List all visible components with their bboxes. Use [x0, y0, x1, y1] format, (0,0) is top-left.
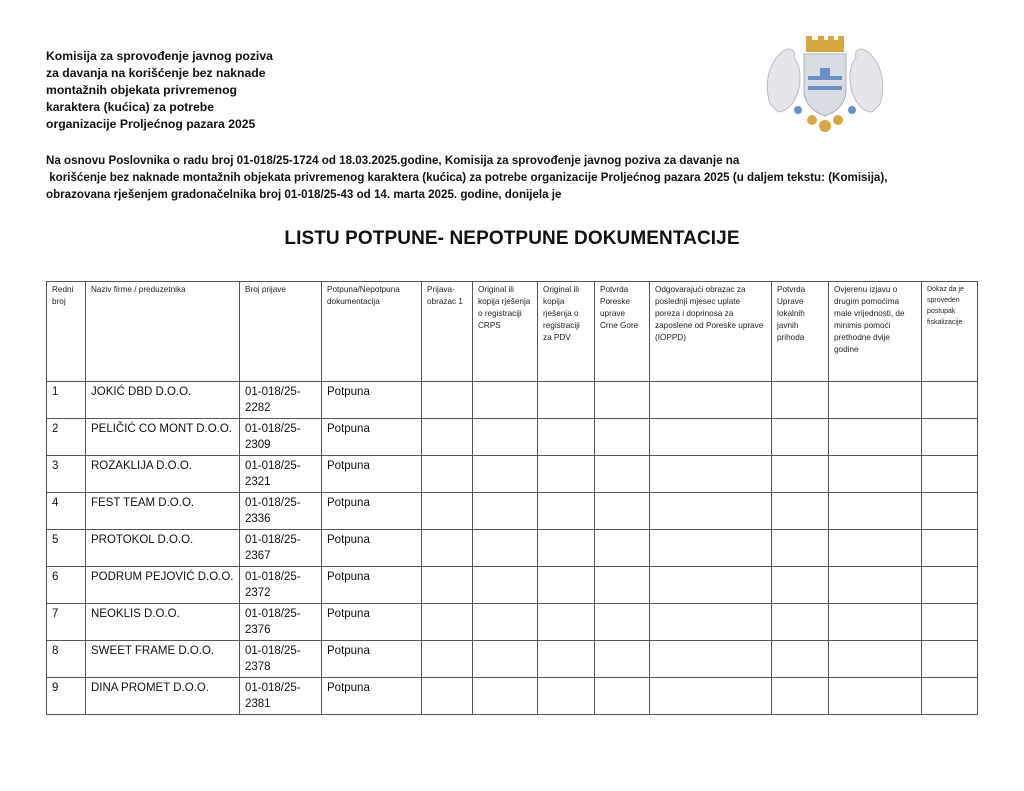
cell-app: 01-018/25-2309 — [240, 419, 322, 456]
cell-empty — [422, 493, 473, 530]
cell-app: 01-018/25-2378 — [240, 641, 322, 678]
cell-empty — [422, 382, 473, 419]
cell-empty — [422, 678, 473, 715]
cell-empty — [772, 382, 829, 419]
intro-paragraph — [46, 152, 1006, 203]
cell-empty — [473, 382, 538, 419]
cell-app: 01-018/25-2376 — [240, 604, 322, 641]
cell-no: 7 — [47, 604, 86, 641]
cell-empty — [829, 641, 922, 678]
cell-status: Potpuna — [322, 567, 422, 604]
cell-empty — [829, 678, 922, 715]
cell-status: Potpuna — [322, 530, 422, 567]
cell-name: NEOKLIS D.O.O. — [86, 604, 240, 641]
cell-empty — [538, 419, 595, 456]
cell-no: 2 — [47, 419, 86, 456]
cell-app: 01-018/25-2321 — [240, 456, 322, 493]
cell-empty — [922, 382, 978, 419]
cell-no: 5 — [47, 530, 86, 567]
col-header-crps: Original ili kopija rješenja o registraciji CRPS — [473, 282, 538, 382]
cell-empty — [422, 604, 473, 641]
cell-empty — [650, 382, 772, 419]
cell-empty — [772, 493, 829, 530]
org-line: montažnih objekata privremenog — [46, 83, 237, 97]
cell-empty — [650, 530, 772, 567]
documentation-table — [46, 281, 978, 715]
col-header-fiskalizacija: Dokaz da je sproveden postupak fiskalizacije — [922, 282, 978, 382]
cell-status: Potpuna — [322, 641, 422, 678]
cell-empty — [650, 678, 772, 715]
coat-of-arms-icon — [760, 34, 890, 134]
intro-line: korišćenje bez naknade montažnih objekata privremenog karaktera (kućica) za potrebe organizacije Proljećnog pazara 2025 (u daljem tekstu: (Komisija), — [46, 171, 888, 184]
cell-status: Potpuna — [322, 678, 422, 715]
col-header-ioppd: Odgovarajući obrazac za poslednji mjesec uplate poreza i doprinosa za zaposlene od Poreske uprave (IOPPD) — [650, 282, 772, 382]
cell-empty — [422, 530, 473, 567]
cell-app: 01-018/25-2336 — [240, 493, 322, 530]
intro-line: Na osnovu Poslovnika o radu broj 01-018/25-1724 od 18.03.2025.godine, Komisija za sprovođenje javnog poziva za davanje na — [46, 154, 740, 167]
cell-app: 01-018/25-2381 — [240, 678, 322, 715]
cell-empty — [829, 567, 922, 604]
cell-no: 4 — [47, 493, 86, 530]
col-header-potpuna-nepotpuna: Potpuna/Nepotpuna dokumentacija — [322, 282, 422, 382]
table-row — [47, 604, 978, 641]
cell-empty — [922, 678, 978, 715]
cell-empty — [422, 641, 473, 678]
org-line: karaktera (kućica) za potrebe — [46, 100, 214, 114]
col-header-prijava-obrazac: Prijava-obrazac 1 — [422, 282, 473, 382]
cell-empty — [650, 641, 772, 678]
cell-empty — [595, 382, 650, 419]
org-line: Komisija za sprovođenje javnog poziva — [46, 49, 273, 63]
cell-status: Potpuna — [322, 419, 422, 456]
cell-empty — [922, 493, 978, 530]
table-row — [47, 530, 978, 567]
cell-empty — [595, 456, 650, 493]
col-header-redni-broj: Redni broj — [47, 282, 86, 382]
organization-header — [46, 48, 366, 133]
table-row — [47, 456, 978, 493]
cell-empty — [650, 493, 772, 530]
table-row — [47, 678, 978, 715]
cell-app: 01-018/25-2282 — [240, 382, 322, 419]
cell-empty — [829, 456, 922, 493]
table-row — [47, 419, 978, 456]
table-row — [47, 382, 978, 419]
table-row — [47, 493, 978, 530]
cell-empty — [650, 604, 772, 641]
cell-empty — [595, 604, 650, 641]
cell-no: 1 — [47, 382, 86, 419]
cell-empty — [473, 567, 538, 604]
col-header-broj-prijave: Broj prijave — [240, 282, 322, 382]
cell-empty — [595, 567, 650, 604]
cell-empty — [538, 530, 595, 567]
cell-name: FEST TEAM D.O.O. — [86, 493, 240, 530]
cell-empty — [772, 419, 829, 456]
cell-empty — [595, 493, 650, 530]
cell-empty — [829, 604, 922, 641]
col-header-de-minimis: Ovjerenu izjavu o drugim pomoćima male vrijednosti, de minimis pomoći prethodne dvije godine — [829, 282, 922, 382]
cell-name: PELIČIĆ CO MONT D.O.O. — [86, 419, 240, 456]
cell-name: PROTOKOL D.O.O. — [86, 530, 240, 567]
cell-empty — [473, 678, 538, 715]
cell-empty — [829, 382, 922, 419]
cell-empty — [538, 641, 595, 678]
col-header-lokalni-prihodi: Potvrda Uprave lokalnih javnih prihoda — [772, 282, 829, 382]
intro-line: obrazovana rješenjem gradonačelnika broj 01-018/25-43 od 14. marta 2025. godine, donijela je — [46, 188, 562, 201]
cell-no: 6 — [47, 567, 86, 604]
cell-empty — [772, 567, 829, 604]
cell-empty — [538, 567, 595, 604]
cell-empty — [772, 678, 829, 715]
cell-empty — [772, 456, 829, 493]
cell-app: 01-018/25-2372 — [240, 567, 322, 604]
cell-no: 3 — [47, 456, 86, 493]
cell-name: ROZAKLIJA D.O.O. — [86, 456, 240, 493]
cell-empty — [922, 567, 978, 604]
cell-empty — [772, 641, 829, 678]
cell-empty — [650, 456, 772, 493]
cell-status: Potpuna — [322, 604, 422, 641]
table-header-row — [47, 282, 978, 382]
cell-no: 9 — [47, 678, 86, 715]
cell-no: 8 — [47, 641, 86, 678]
table-row — [47, 567, 978, 604]
cell-name: PODRUM PEJOVIĆ D.O.O. — [86, 567, 240, 604]
cell-empty — [538, 678, 595, 715]
cell-empty — [538, 604, 595, 641]
cell-name: SWEET FRAME D.O.O. — [86, 641, 240, 678]
cell-empty — [650, 419, 772, 456]
cell-empty — [829, 530, 922, 567]
org-line: za davanja na korišćenje bez naknade — [46, 66, 266, 80]
document-title: LISTU POTPUNE- NEPOTPUNE DOKUMENTACIJE — [284, 228, 740, 249]
cell-empty — [538, 493, 595, 530]
cell-empty — [650, 567, 772, 604]
cell-empty — [829, 493, 922, 530]
cell-empty — [595, 419, 650, 456]
cell-empty — [422, 419, 473, 456]
cell-empty — [473, 530, 538, 567]
cell-empty — [772, 604, 829, 641]
cell-status: Potpuna — [322, 456, 422, 493]
cell-empty — [829, 419, 922, 456]
cell-empty — [922, 456, 978, 493]
cell-empty — [473, 456, 538, 493]
cell-empty — [538, 456, 595, 493]
cell-empty — [538, 382, 595, 419]
cell-empty — [422, 456, 473, 493]
cell-empty — [473, 604, 538, 641]
cell-status: Potpuna — [322, 382, 422, 419]
cell-empty — [595, 530, 650, 567]
cell-empty — [922, 530, 978, 567]
cell-name: JOKIĆ DBD D.O.O. — [86, 382, 240, 419]
cell-empty — [422, 567, 473, 604]
cell-app: 01-018/25-2367 — [240, 530, 322, 567]
cell-empty — [772, 530, 829, 567]
col-header-poreska-uprava: Potvrda Poreske uprave Crne Gore — [595, 282, 650, 382]
table-row — [47, 641, 978, 678]
cell-empty — [473, 493, 538, 530]
cell-name: DINA PROMET D.O.O. — [86, 678, 240, 715]
cell-empty — [595, 641, 650, 678]
col-header-naziv-firme: Naziv firme / preduzetnika — [86, 282, 240, 382]
cell-empty — [473, 419, 538, 456]
col-header-pdv: Original ili kopija rješenja o registraciji za PDV — [538, 282, 595, 382]
cell-empty — [922, 641, 978, 678]
org-line: organizacije Proljećnog pazara 2025 — [46, 117, 256, 131]
cell-empty — [922, 604, 978, 641]
cell-status: Potpuna — [322, 493, 422, 530]
cell-empty — [473, 641, 538, 678]
cell-empty — [595, 678, 650, 715]
cell-empty — [922, 419, 978, 456]
